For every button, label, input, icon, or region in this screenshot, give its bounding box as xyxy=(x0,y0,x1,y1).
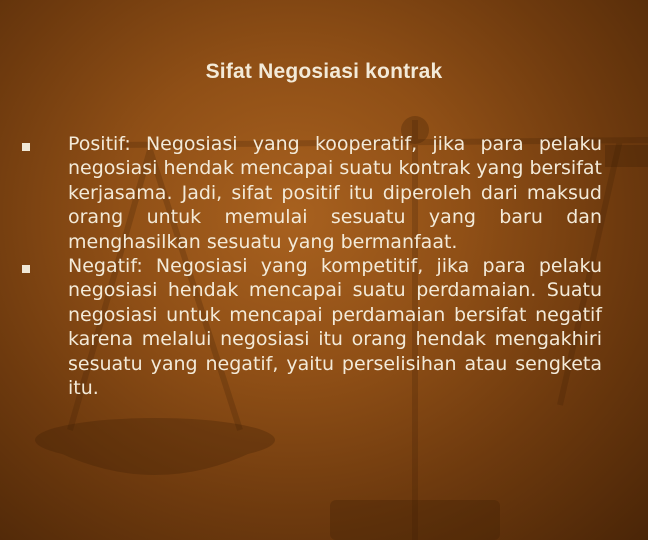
bullet-text-negatif: Negatif: Negosiasi yang kompetitif, jika para pelaku negosiasi hendak mencapai suatu perdamaian. Suatu negosiasi untuk mencapai perdamaian bersifat negatif karena melalui negosiasi itu orang hendak mengakhiri sesuatu yang negatif, yaitu perselisihan atau sengketa itu. xyxy=(68,255,602,400)
bullet-list xyxy=(22,132,602,400)
slide-title: Sifat Negosiasi kontrak xyxy=(205,60,443,83)
square-bullet-icon xyxy=(22,143,30,151)
square-bullet-icon xyxy=(22,265,30,273)
bullet-item-positif xyxy=(22,132,602,254)
bullet-item-negatif xyxy=(22,254,602,400)
bullet-text-positif: Positif: Negosiasi yang kooperatif, jika para pelaku negosiasi hendak mencapai suatu kontrak yang bersifat kerjasama. Jadi, sifat positif itu diperoleh dari maksud orang untuk memulai sesuatu yang baru dan menghasilkan sesuatu yang bermanfaat. xyxy=(68,133,602,253)
